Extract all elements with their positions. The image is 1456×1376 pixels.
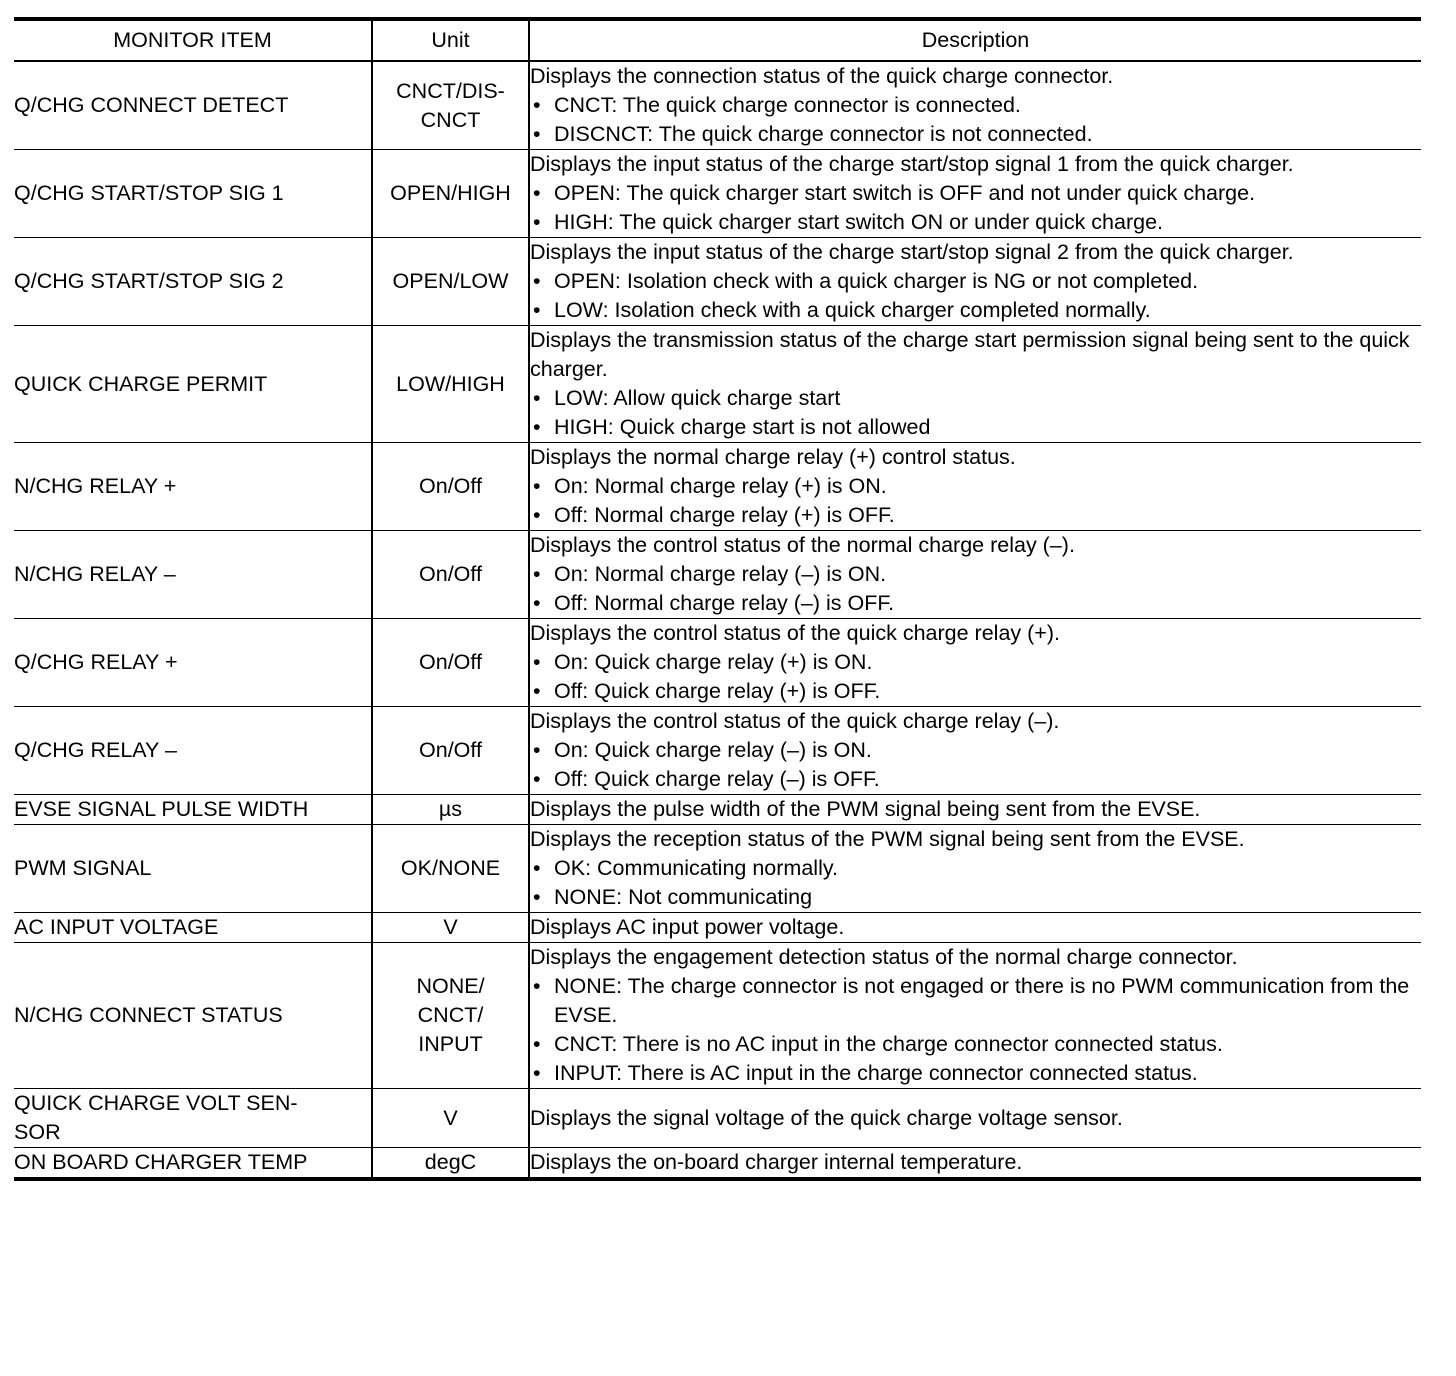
description-bullet: • Off: Normal charge relay (+) is OFF. <box>530 501 1421 530</box>
table-row <box>14 1148 1421 1180</box>
header-unit: Unit <box>372 19 529 61</box>
unit-cell: µs <box>372 795 529 825</box>
description-cell <box>529 943 1421 1089</box>
table-body <box>14 61 1421 1179</box>
description-bullet: • On: Quick charge relay (+) is ON. <box>530 648 1421 677</box>
bullet-list <box>530 472 1421 530</box>
monitor-item-cell: N/CHG CONNECT STATUS <box>14 943 372 1089</box>
unit-cell: degC <box>372 1148 529 1180</box>
description-text: Displays the connection status of the quick charge connector. <box>530 64 1114 88</box>
bullet-list <box>530 560 1421 618</box>
unit-cell: On/Off <box>372 531 529 619</box>
description-bullet: • Off: Normal charge relay (–) is OFF. <box>530 589 1421 618</box>
description-text: Displays the transmission status of the charge start permission signal being sent to the quick charger. <box>530 328 1410 381</box>
monitor-item-cell: N/CHG RELAY – <box>14 531 372 619</box>
description-bullet: • OPEN: Isolation check with a quick charger is NG or not completed. <box>530 267 1421 296</box>
description-text: Displays the reception status of the PWM signal being sent from the EVSE. <box>530 827 1245 851</box>
monitor-item-cell: Q/CHG RELAY + <box>14 619 372 707</box>
table-row <box>14 443 1421 531</box>
description-bullet: • Off: Quick charge relay (+) is OFF. <box>530 677 1421 706</box>
unit-cell: CNCT/DIS- CNCT <box>372 61 529 150</box>
description-cell <box>529 795 1421 825</box>
table-row <box>14 825 1421 913</box>
unit-cell: V <box>372 913 529 943</box>
description-bullet: • CNCT: The quick charge connector is connected. <box>530 91 1421 120</box>
bullet-list <box>530 736 1421 794</box>
description-cell <box>529 913 1421 943</box>
unit-cell: On/Off <box>372 707 529 795</box>
header-monitor-item: MONITOR ITEM <box>14 19 372 61</box>
table-row <box>14 707 1421 795</box>
description-cell <box>529 531 1421 619</box>
description-bullet: • On: Normal charge relay (+) is ON. <box>530 472 1421 501</box>
unit-cell: On/Off <box>372 619 529 707</box>
monitor-item-cell: Q/CHG RELAY – <box>14 707 372 795</box>
description-cell <box>529 238 1421 326</box>
monitor-item-cell: PWM SIGNAL <box>14 825 372 913</box>
description-bullet: • INPUT: There is AC input in the charge connector connected status. <box>530 1059 1421 1088</box>
description-cell <box>529 150 1421 238</box>
description-text: Displays the normal charge relay (+) control status. <box>530 445 1016 469</box>
unit-cell: V <box>372 1089 529 1148</box>
description-bullet: • Off: Quick charge relay (–) is OFF. <box>530 765 1421 794</box>
description-bullet: • CNCT: There is no AC input in the charge connector connected status. <box>530 1030 1421 1059</box>
header-description: Description <box>529 19 1421 61</box>
description-text: Displays the input status of the charge start/stop signal 2 from the quick charger. <box>530 240 1294 264</box>
description-text: Displays the control status of the quick charge relay (+). <box>530 621 1060 645</box>
table-row <box>14 1089 1421 1148</box>
monitor-item-cell: Q/CHG START/STOP SIG 2 <box>14 238 372 326</box>
table-row <box>14 913 1421 943</box>
bullet-list <box>530 179 1421 237</box>
unit-cell: LOW/HIGH <box>372 326 529 443</box>
description-bullet: • OK: Communicating normally. <box>530 854 1421 883</box>
bullet-list <box>530 267 1421 325</box>
description-bullet: • LOW: Isolation check with a quick charger completed normally. <box>530 296 1421 325</box>
monitor-item-table <box>14 17 1421 1181</box>
description-text: Displays the pulse width of the PWM signal being sent from the EVSE. <box>530 797 1201 821</box>
description-text: Displays the engagement detection status of the normal charge connector. <box>530 945 1238 969</box>
unit-cell: OPEN/LOW <box>372 238 529 326</box>
description-cell <box>529 619 1421 707</box>
table-row <box>14 619 1421 707</box>
description-bullet: • NONE: The charge connector is not engaged or there is no PWM communication from the EVSE. <box>530 972 1421 1030</box>
unit-cell: NONE/ CNCT/ INPUT <box>372 943 529 1089</box>
unit-cell: OPEN/HIGH <box>372 150 529 238</box>
description-cell <box>529 707 1421 795</box>
description-text: Displays the control status of the quick charge relay (–). <box>530 709 1060 733</box>
table-row <box>14 61 1421 150</box>
description-bullet: • On: Normal charge relay (–) is ON. <box>530 560 1421 589</box>
bullet-list <box>530 648 1421 706</box>
monitor-item-cell: EVSE SIGNAL PULSE WIDTH <box>14 795 372 825</box>
bullet-list <box>530 854 1421 912</box>
monitor-item-cell: Q/CHG START/STOP SIG 1 <box>14 150 372 238</box>
description-bullet: • NONE: Not communicating <box>530 883 1421 912</box>
description-text: Displays AC input power voltage. <box>530 915 845 939</box>
monitor-item-cell: Q/CHG CONNECT DETECT <box>14 61 372 150</box>
description-text: Displays the control status of the normal charge relay (–). <box>530 533 1075 557</box>
monitor-item-cell: QUICK CHARGE PERMIT <box>14 326 372 443</box>
description-bullet: • HIGH: Quick charge start is not allowed <box>530 413 1421 442</box>
header-row <box>14 19 1421 61</box>
bullet-list <box>530 384 1421 442</box>
bullet-list <box>530 91 1421 149</box>
description-text: Displays the input status of the charge start/stop signal 1 from the quick charger. <box>530 152 1294 176</box>
monitor-item-cell: ON BOARD CHARGER TEMP <box>14 1148 372 1180</box>
description-text: Displays the on-board charger internal temperature. <box>530 1150 1023 1174</box>
monitor-item-cell: QUICK CHARGE VOLT SEN- SOR <box>14 1089 372 1148</box>
bullet-list <box>530 972 1421 1088</box>
table-row <box>14 150 1421 238</box>
unit-cell: OK/NONE <box>372 825 529 913</box>
description-cell <box>529 1089 1421 1148</box>
description-bullet: • HIGH: The quick charger start switch ON or under quick charge. <box>530 208 1421 237</box>
monitor-item-cell: AC INPUT VOLTAGE <box>14 913 372 943</box>
description-text: Displays the signal voltage of the quick charge voltage sensor. <box>530 1105 1123 1130</box>
table-row <box>14 238 1421 326</box>
description-bullet: • OPEN: The quick charger start switch is OFF and not under quick charge. <box>530 179 1421 208</box>
description-bullet: • LOW: Allow quick charge start <box>530 384 1421 413</box>
table-header <box>14 19 1421 61</box>
table-row <box>14 943 1421 1089</box>
description-cell <box>529 61 1421 150</box>
monitor-item-cell: N/CHG RELAY + <box>14 443 372 531</box>
description-cell <box>529 1148 1421 1180</box>
description-cell <box>529 825 1421 913</box>
unit-cell: On/Off <box>372 443 529 531</box>
description-cell <box>529 326 1421 443</box>
description-cell <box>529 443 1421 531</box>
description-bullet: • DISCNCT: The quick charge connector is not connected. <box>530 120 1421 149</box>
table-row <box>14 531 1421 619</box>
table-row <box>14 795 1421 825</box>
table-row <box>14 326 1421 443</box>
description-bullet: • On: Quick charge relay (–) is ON. <box>530 736 1421 765</box>
